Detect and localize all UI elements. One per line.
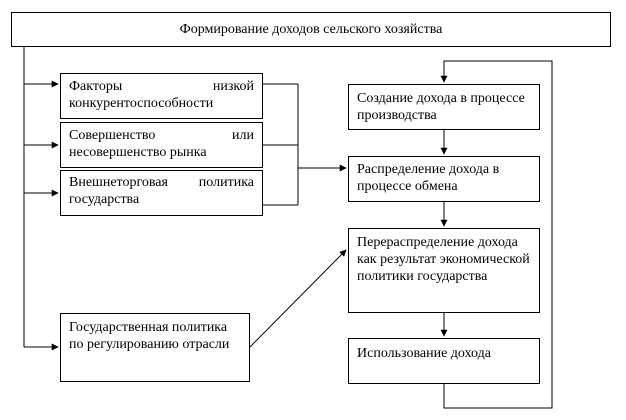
stage-box-use	[348, 338, 540, 384]
stage-box-creation	[348, 84, 540, 130]
stage-text: Использование дохода	[357, 346, 491, 361]
stage-text: Создание дохода в процессе производства	[357, 91, 525, 123]
factor-text: Факторы низкой конкурентоспособности	[69, 79, 254, 111]
title-box	[11, 12, 611, 47]
stage-box-redistribution	[348, 228, 540, 313]
factor-box-low-competitiveness	[60, 73, 263, 119]
factor-box-trade-policy	[60, 170, 263, 216]
state-policy-text: Государственная политика по регулированию отрасли	[69, 320, 230, 352]
factor-text: Совершенство или несовершенство рынка	[69, 128, 254, 160]
factor-text: Внешнеторговая политика государства	[69, 175, 254, 207]
arrow-policy-to-stage-3	[250, 250, 346, 347]
stage-text: Перераспределение дохода как результат экономической политики государства	[357, 235, 530, 284]
factor-box-market-perfection	[60, 122, 263, 168]
stage-text: Распределение дохода в процессе обмена	[357, 162, 500, 194]
state-policy-box	[60, 313, 250, 382]
title-text: Формирование доходов сельского хозяйства	[179, 22, 443, 37]
stage-box-distribution	[348, 156, 540, 202]
